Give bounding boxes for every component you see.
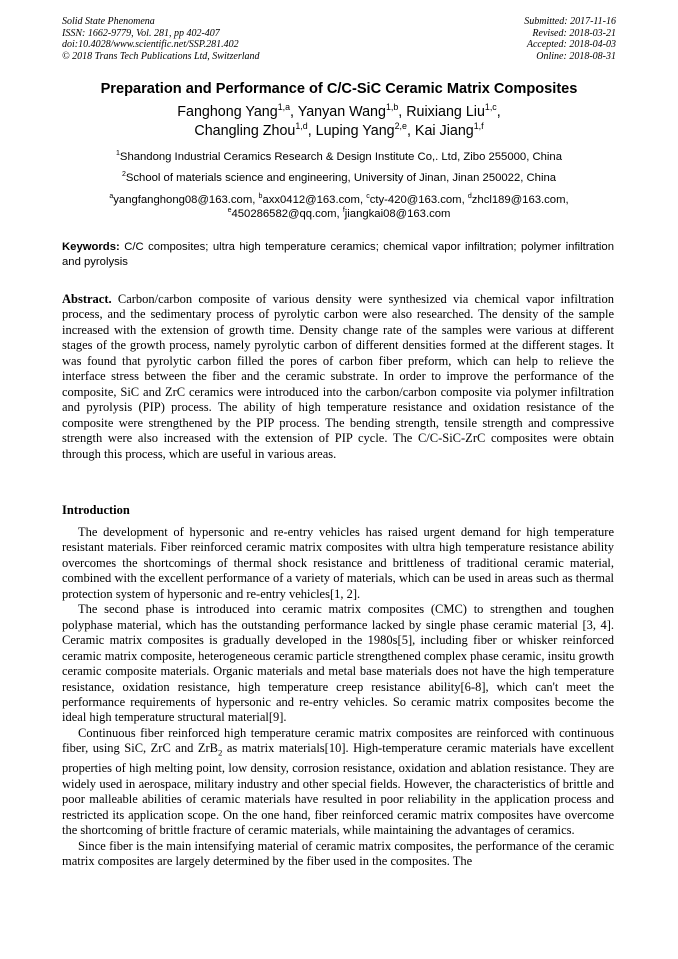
affiliation: $^2$School of materials science and engineering, University of Jinan, Jinan 250022, China [121,171,557,184]
journal-doi[interactable]: doi:10.4028/www.scientific.net/SSP.281.402 [62,39,239,50]
date-online: Online: 2018-08-31 [536,50,616,62]
paragraph: The second phase is introduced into ceramic matrix composites (CMC) to strengthen and toughen polyphase material, which has the outstanding performance lacked by single phase ceramic material [3, 4]. Ceramic matrix composites is gradually developed in the 1980s[5], including fiber or whisker reinforced ceramic matrix composite, heterogeneous ceramic particle strengthened complex phase ceramic, insitu growth ceramic composite materials. Organic materials and metal base materials does not have the high temperature resistance, oxidation resistance, high temperature creep resistance ability[6-8], which can't meet the performance requirements of hypersonic and re-entry vehicles. So ceramic matrix composites become the ideal high temperature structural material[9]. [62,602,614,725]
email[interactable]: $^a$yangfanghong08@163.com [109,193,253,206]
paragraph: Continuous fiber reinforced high temperature ceramic matrix composites are reinforced with continuous fiber, using SiC, ZrC and ZrB$_2$ as matrix materials[10]. High-temperature ceramic materials have excellent properties of high melting point, low density, corrosion resistance, oxidation and ablation resistance. They are widely used in aerospace, military industry and other special fields. However, the characteristics of brittle and poor malleable abilities of ceramic materials have resulted in poor reliability in the application process and restricted its application scope. On the one hand, fiber reinforced ceramic matrix composites have overcome the shortcoming of brittle fracture of ceramic materials, while maintaining the advantages of ceramics. [62,725,614,838]
keywords [62,240,614,270]
author: Ruixiang Liu$^{1,c}$, [406,102,501,120]
paragraph: The development of hypersonic and re-entry vehicles has raised urgent demand for high temperature resistant materials. Fiber reinforced ceramic matrix composites with ultra high temperature resistance ability overcomes the shortcomings of thermal shock resistance and brittleness of traditional ceramic material, combined with the excellent performance of a variety of materials, which can be used in areas such as thermal protection system of hypersonic and re-entry vehicles[1, 2]. [62,525,614,601]
email[interactable]: $^e$450286582@qq.com [227,207,337,220]
section-heading-introduction: Introduction [62,503,130,517]
email[interactable]: $^b$axx0412@163.com [258,193,360,206]
author: Changling Zhou$^{1,d}$, [194,121,316,139]
abstract [62,292,614,462]
abstract-label: Abstract. [62,292,112,306]
publication-dates [524,16,616,62]
email[interactable]: $^d$zhcl189@163.com [467,193,566,206]
date-submitted: Submitted: 2017-11-16 [524,16,616,27]
journal-copyright: © 2018 Trans Tech Publications Ltd, Switzerland [62,50,260,62]
journal-info [62,16,260,62]
date-revised: Revised: 2018-03-21 [532,27,616,39]
author: Kai Jiang$^{1,f}$ [414,121,484,139]
author-list [62,103,616,141]
date-accepted: Accepted: 2018-04-03 [526,39,616,50]
keywords-label: Keywords: [62,241,120,253]
author: Luping Yang$^{2,e}$, [315,121,415,139]
journal-issn: ISSN: 1662-9779, Vol. 281, pp 402-407 [62,27,220,39]
author: Fanghong Yang$^{1,a}$, [177,102,298,120]
email[interactable]: $^f$jiangkai08@163.com [342,207,451,220]
author: Yanyan Wang$^{1,b}$, [297,102,407,120]
introduction-body [62,525,614,869]
affiliation: $^1$Shandong Industrial Ceramics Research & Design Institute Co,. Ltd, Zibo 255000, China [116,150,562,163]
journal-name: Solid State Phenomena [62,16,155,27]
paragraph: Since fiber is the main intensifying material of ceramic matrix composites, the performance of the ceramic matrix composites are largely determined by the fiber used in the composites. The [62,838,614,869]
keywords-text: C/C composites; ultra high temperature ceramics; chemical vapor infiltration; polymer infiltration and pyrolysis [62,241,614,268]
abstract-text: Carbon/carbon composite of various density were synthesized via chemical vapor infiltration process, and the sedimentary process of pyrolytic carbon were also researched. The density of the sample increased with the extension of growth time. Density change rate of the samples were various at different stages of the growth process, namely pyrolytic carbon of different densities formed at the different stages. It was found that pyrolytic carbon filled the pores of carbon fiber preform, which can help to relieve the interface stress between the fiber and the ceramic substrate. In order to improve the performance of the composite, SiC and ZrC ceramics were introduced into the carbon/carbon composite via polymer infiltration and pyrolysis (PIP) process. The ability of high temperature resistance and oxidation resistance of the composite were strengthened by the PIP process. The bending strength, tensile strength and compressive strength were also increased with the extension of PIP cycle. The C/C-SiC-ZrC composites were obtain through this process, which are useful in various areas. [62,292,615,461]
paper-title: Preparation and Performance of C/C-SiC Ceramic Matrix Composites [100,81,578,97]
author-emails: $^a$yangfanghong08@163.com, $^b$axx0412@163.com, $^c$cty-420@163.com, $^d$zhcl189@163.com, $^e$450286582@qq.com, $^f$jiangkai08@163.com [109,193,569,220]
email[interactable]: $^c$cty-420@163.com [366,193,462,206]
